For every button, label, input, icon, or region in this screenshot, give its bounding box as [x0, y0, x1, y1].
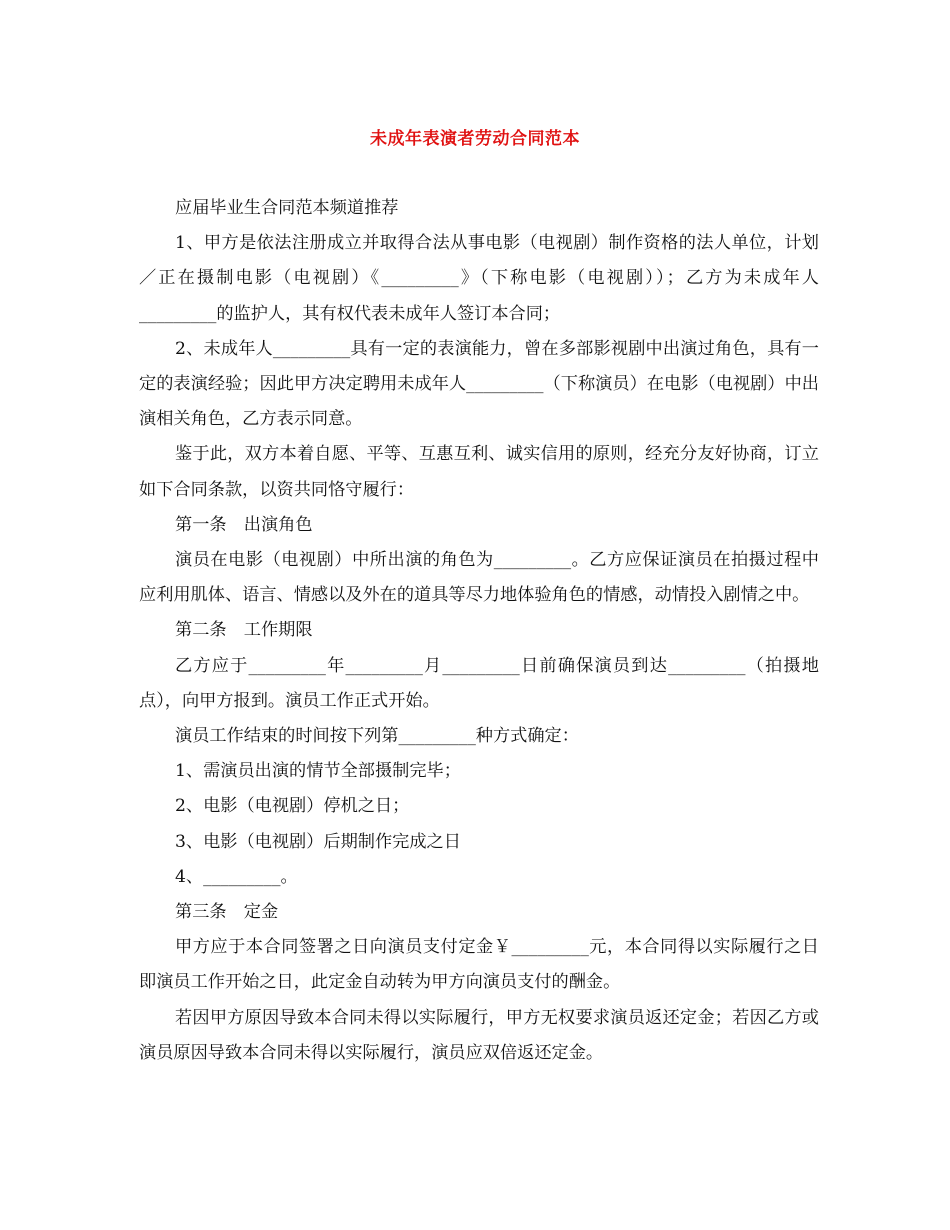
article-1-heading: 第一条 出演角色 — [175, 514, 313, 535]
article-2-end-method: 演员工作结束的时间按下列第_________种方式确定： — [175, 726, 579, 747]
paragraph-recital-2: 2、未成年人_________具有一定的表演能力，曾在多部影视剧中出演过角色，具有一定的表演经验；因此甲方决定聘用未成年人_________（下称演员）在电影（电视剧）中出演相关角色，乙方表示同意。 — [139, 338, 819, 430]
document-title: 未成年表演者劳动合同范本 — [370, 129, 580, 149]
article-2-option-4: 4、_________。 — [175, 866, 298, 887]
article-3-breach: 若因甲方原因导致本合同未得以实际履行，甲方无权要求演员返还定金；若因乙方或演员原因导致本合同未得以实际履行，演员应双倍返还定金。 — [139, 1007, 819, 1063]
paragraph-whereas: 鉴于此，双方本着自愿、平等、互惠互利、诚实信用的原则，经充分友好协商，订立如下合同条款，以资共同恪守履行： — [139, 444, 819, 500]
article-2-option-3: 3、电影（电视剧）后期制作完成之日 — [175, 831, 461, 852]
article-2-option-1: 1、需演员出演的情节全部摄制完毕； — [175, 761, 461, 782]
paragraph-recital-1: 1、甲方是依法注册成立并取得合法从事电影（电视剧）制作资格的法人单位，计划／正在摄制电影（电视剧）《_________》（下称电影（电视剧））；乙方为未成年人_________的监护人，其有权代表未成年人签订本合同； — [139, 233, 819, 324]
document-body — [139, 191, 819, 1071]
article-3-body: 甲方应于本合同签署之日向演员支付定金￥_________元，本合同得以实际履行之日即演员工作开始之日，此定金自动转为甲方向演员支付的酬金。 — [139, 937, 819, 993]
article-2-body: 乙方应于_________年_________月_________日前确保演员到达_________（拍摄地点），向甲方报到。演员工作正式开始。 — [139, 655, 819, 711]
article-1-body: 演员在电影（电视剧）中所出演的角色为_________。乙方应保证演员在拍摄过程中应利用肌体、语言、情感以及外在的道具等尽力地体验角色的情感，动情投入剧情之中。 — [139, 550, 819, 606]
article-2-heading: 第二条 工作期限 — [175, 620, 313, 641]
article-3-heading: 第三条 定金 — [175, 902, 279, 923]
paragraph-channel-recommend: 应届毕业生合同范本频道推荐 — [175, 198, 399, 218]
article-2-option-2: 2、电影（电视剧）停机之日； — [175, 796, 410, 817]
